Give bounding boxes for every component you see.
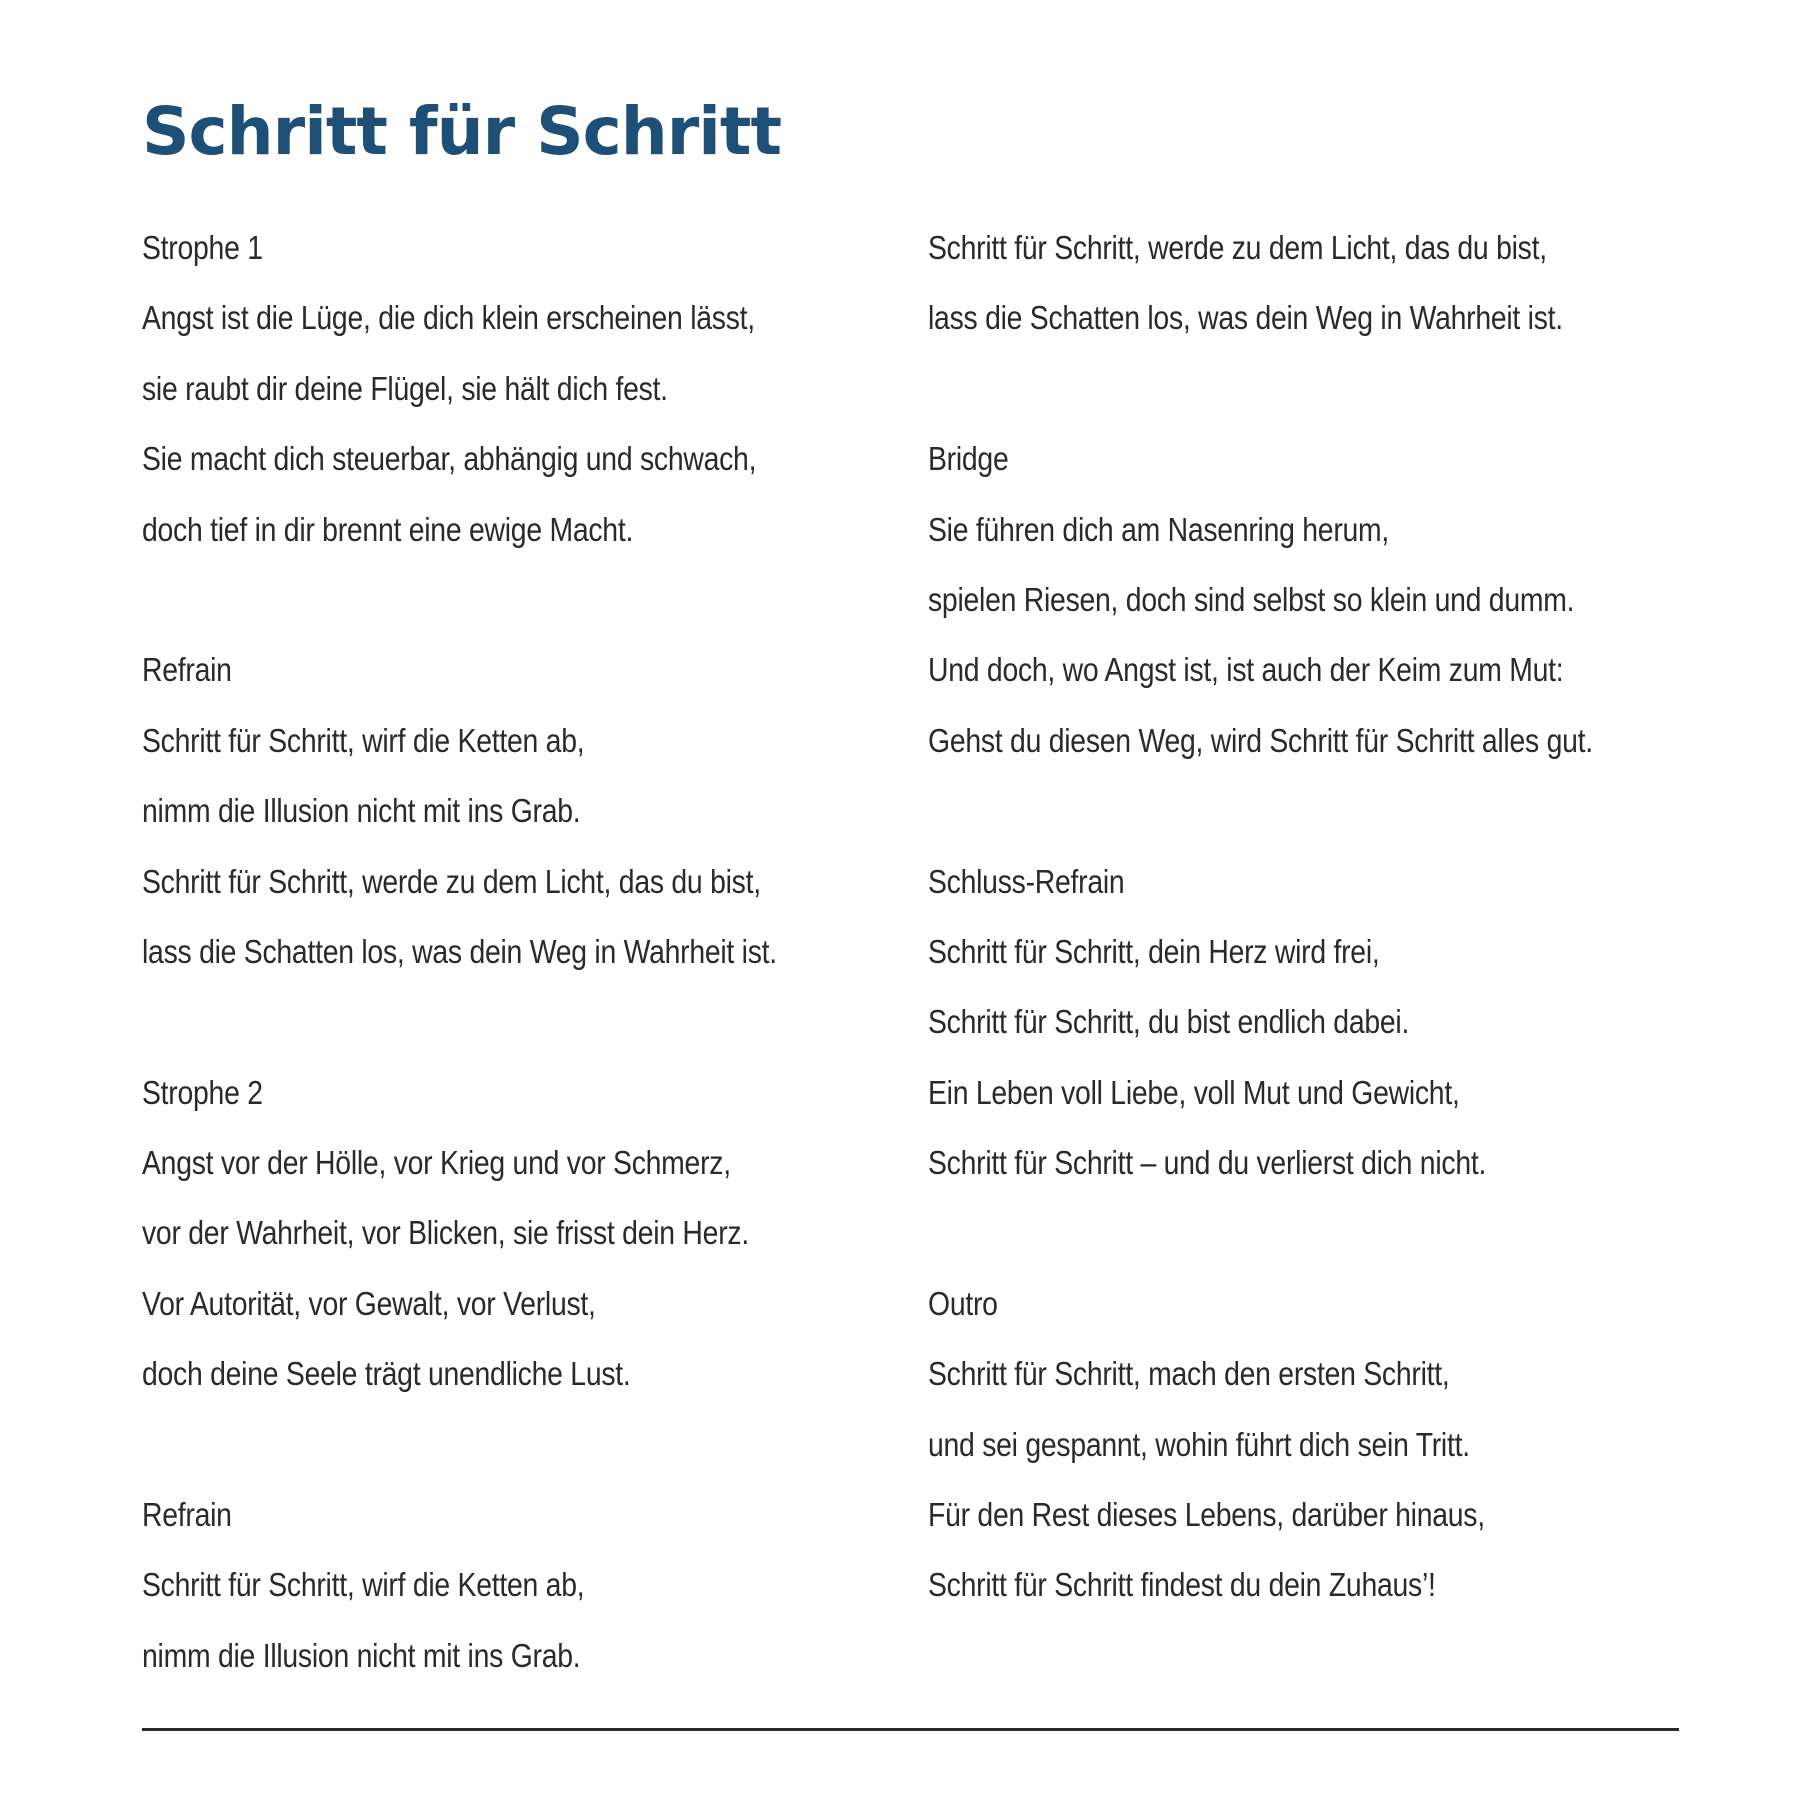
lyric-line: Schritt für Schritt, werde zu dem Licht, das du bist,: [928, 229, 1547, 266]
lyric-line: doch deine Seele trägt unendliche Lust.: [142, 1355, 631, 1393]
stanza-spacer: [928, 363, 1582, 433]
lyric-line: Schritt für Schritt, dein Herz wird frei,: [928, 932, 1380, 970]
lyric-line: Schritt für Schritt, wirf die Ketten ab,: [142, 721, 585, 759]
stanza-spacer: [142, 996, 796, 1066]
lyric-line: doch tief in dir brennt eine ewige Macht.: [142, 510, 634, 548]
lyric-line: lass die Schatten los, was dein Weg in Wahrheit ist.: [142, 932, 777, 970]
lyric-line: spielen Riesen, doch sind selbst so klein und dumm.: [928, 580, 1575, 618]
lyric-line: Ein Leben voll Liebe, voll Mut und Gewicht,: [928, 1073, 1460, 1111]
lyric-line: Gehst du diesen Weg, wird Schritt für Schritt alles gut.: [928, 721, 1593, 759]
lyric-line: Schritt für Schritt, wirf die Ketten ab,: [142, 1566, 585, 1604]
lyric-line: Und doch, wo Angst ist, ist auch der Keim zum Mut:: [928, 651, 1564, 689]
bottom-divider: [142, 1728, 1679, 1731]
lyric-line: Angst ist die Lüge, die dich klein erscheinen lässt,: [142, 299, 755, 337]
lyric-line: Sie führen dich am Nasenring herum,: [928, 510, 1390, 548]
lyric-line: Schritt für Schritt, du bist endlich dabei.: [928, 1003, 1410, 1041]
lyric-line: Refrain: [142, 651, 232, 689]
stanza-spacer: [142, 1419, 796, 1489]
lyric-line: Refrain: [142, 1496, 232, 1534]
lyrics-column-left: [142, 222, 902, 1700]
lyric-line: vor der Wahrheit, vor Blicken, sie frisst dein Herz.: [142, 1214, 749, 1252]
lyric-line: sie raubt dir deine Flügel, sie hält dich fest.: [142, 369, 668, 407]
lyric-line: Vor Autorität, vor Gewalt, vor Verlust,: [142, 1284, 596, 1322]
stanza-spacer: [928, 785, 1582, 855]
stanza-spacer: [928, 1207, 1582, 1277]
lyric-line: Für den Rest dieses Lebens, darüber hinaus,: [928, 1496, 1485, 1534]
lyric-line: Schritt für Schritt, mach den ersten Schritt,: [928, 1355, 1450, 1393]
lyric-line: Strophe 2: [142, 1073, 263, 1111]
lyric-line: nimm die Illusion nicht mit ins Grab.: [142, 1636, 581, 1674]
lyric-line: nimm die Illusion nicht mit ins Grab.: [142, 792, 581, 830]
lyric-line: Schluss-Refrain: [928, 862, 1125, 900]
stanza-spacer: [142, 574, 796, 644]
lyric-line: Strophe 1: [142, 229, 263, 266]
lyrics-column-right: [928, 222, 1688, 1630]
lyric-line: lass die Schatten los, was dein Weg in Wahrheit ist.: [928, 299, 1563, 337]
lyric-line: Schritt für Schritt findest du dein Zuhaus’!: [928, 1566, 1436, 1604]
lyric-line: Schritt für Schritt, werde zu dem Licht, das du bist,: [142, 862, 761, 900]
page-title: Schritt für Schritt: [142, 93, 782, 170]
lyric-line: Angst vor der Hölle, vor Krieg und vor Schmerz,: [142, 1144, 731, 1182]
lyric-line: und sei gespannt, wohin führt dich sein Tritt.: [928, 1425, 1470, 1463]
lyric-line: Outro: [928, 1284, 998, 1322]
lyric-line: Schritt für Schritt – und du verlierst dich nicht.: [928, 1144, 1487, 1182]
lyric-line: Sie macht dich steuerbar, abhängig und schwach,: [142, 440, 757, 478]
lyric-line: Bridge: [928, 440, 1009, 478]
